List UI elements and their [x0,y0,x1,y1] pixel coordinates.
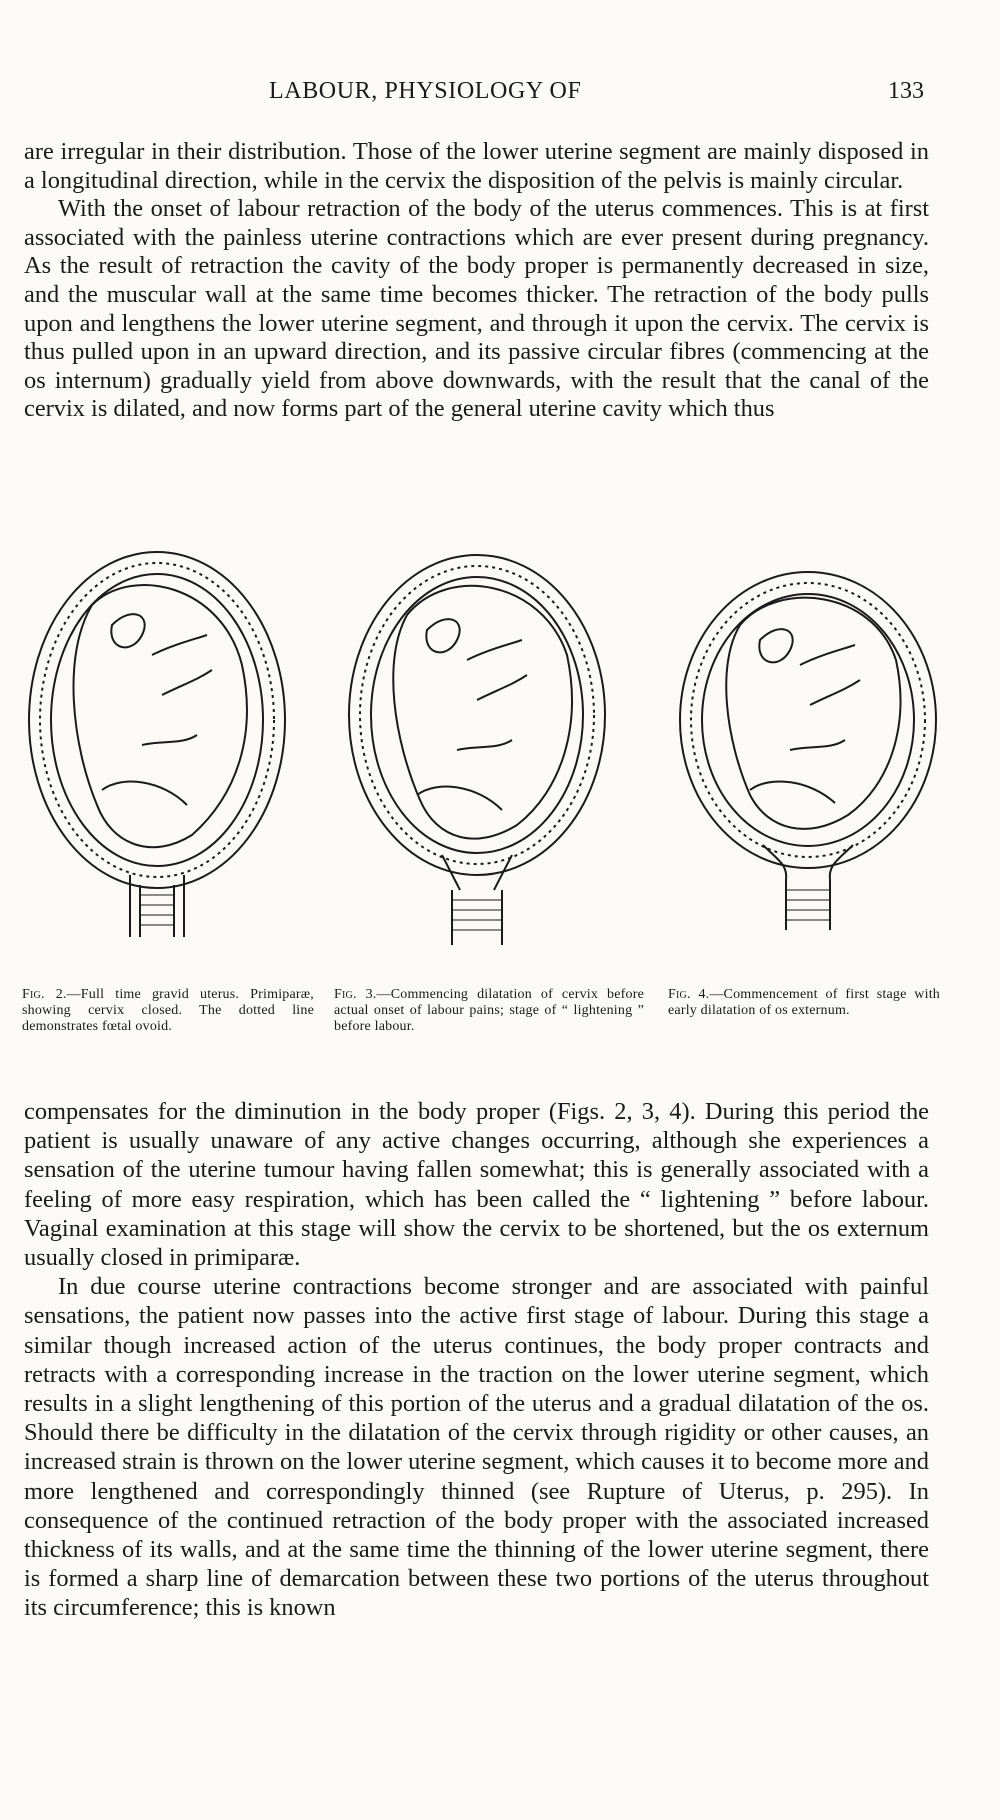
figure-caption-text: —Full time gravid uterus. Primiparæ, showing cervix closed. The dotted line demonstrates fœtal ovoid. [22,987,314,1034]
figure-caption-text: —Commencement of first stage with early dilatation of os externum. [668,987,940,1018]
uterus-illustration-fig-2 [22,545,298,985]
figure-label: Fig. 2. [22,987,67,1002]
running-head-title: LABOUR, PHYSIOLOGY OF [269,78,582,104]
figure-caption [668,987,940,1019]
running-head [24,78,924,114]
paragraph: In due course uterine contractions become stronger and are associated with painful sensations, the patient now passes into the active first stage of labour. During this stage a similar though increased action of the uterus continues, the body proper contracts and retracts with a corresponding increase in the traction on the lower uterine segment, which results in a slight lengthening of this portion of the uterus and a gradual dilatation of the os. Should there be difficulty in the dilatation of the cervix through rigidity or other causes, an increased strain is thrown on the lower uterine segment, which causes it to become more and more lengthened and correspondingly thinned (see Rupture of Uterus, p. 295). In consequence of the continued retraction of the body proper with the associated increased thickness of its walls, and at the same time the thinning of the lower uterine segment, there is formed a sharp line of demarcation between these two portions of the uterus throughout its circumference; this is known [24,1273,929,1622]
figure-2 [22,545,314,1034]
figure-4 [668,545,944,1018]
figure-caption [334,987,644,1035]
figure-label: Fig. 4. [668,987,710,1002]
figure-caption [22,987,314,1035]
figure-label: Fig. 3. [334,987,377,1002]
uterus-illustration-fig-4 [668,545,944,985]
figure-3 [334,545,644,1034]
body-text-bottom [24,1097,929,1623]
paragraph: are irregular in their distribution. Those of the lower uterine segment are mainly disposed in a longitudinal direction, while in the cervix the disposition of the pelvis is mainly circular. [24,138,929,194]
figure-caption-text: —Commencing dilatation of cervix before actual onset of labour pains; stage of “ lightening ” before labour. [334,987,644,1034]
paragraph: compensates for the diminution in the body proper (Figs. 2, 3, 4). During this period the patient is usually unaware of any active changes occurring, although she experiences a sensation of the uterine tumour having fallen somewhat; this is generally associated with a feeling of more easy respiration, which has been called the “ lightening ” before labour. Vaginal examination at this stage will show the cervix to be shortened, but the os externum usually closed in primiparæ. [24,1098,929,1272]
figure-row [0,545,1000,1065]
page-number: 133 [888,78,924,104]
paragraph: With the onset of labour retraction of the body of the uterus commences. This is at first associated with the painless uterine contractions which are ever present during pregnancy. As the result of retraction the cavity of the body proper is permanently decreased in size, and the muscular wall at the same time becomes thicker. The retraction of the body pulls upon and lengthens the lower uterine segment, and through it upon the cervix. The cervix is thus pulled upon in an upward direction, and its passive circular fibres (commencing at the os internum) gradually yield from above downwards, with the result that the canal of the cervix is dilated, and now forms part of the general uterine cavity which thus [24,195,929,423]
body-text-top [24,138,929,424]
uterus-illustration-fig-3 [342,545,618,985]
